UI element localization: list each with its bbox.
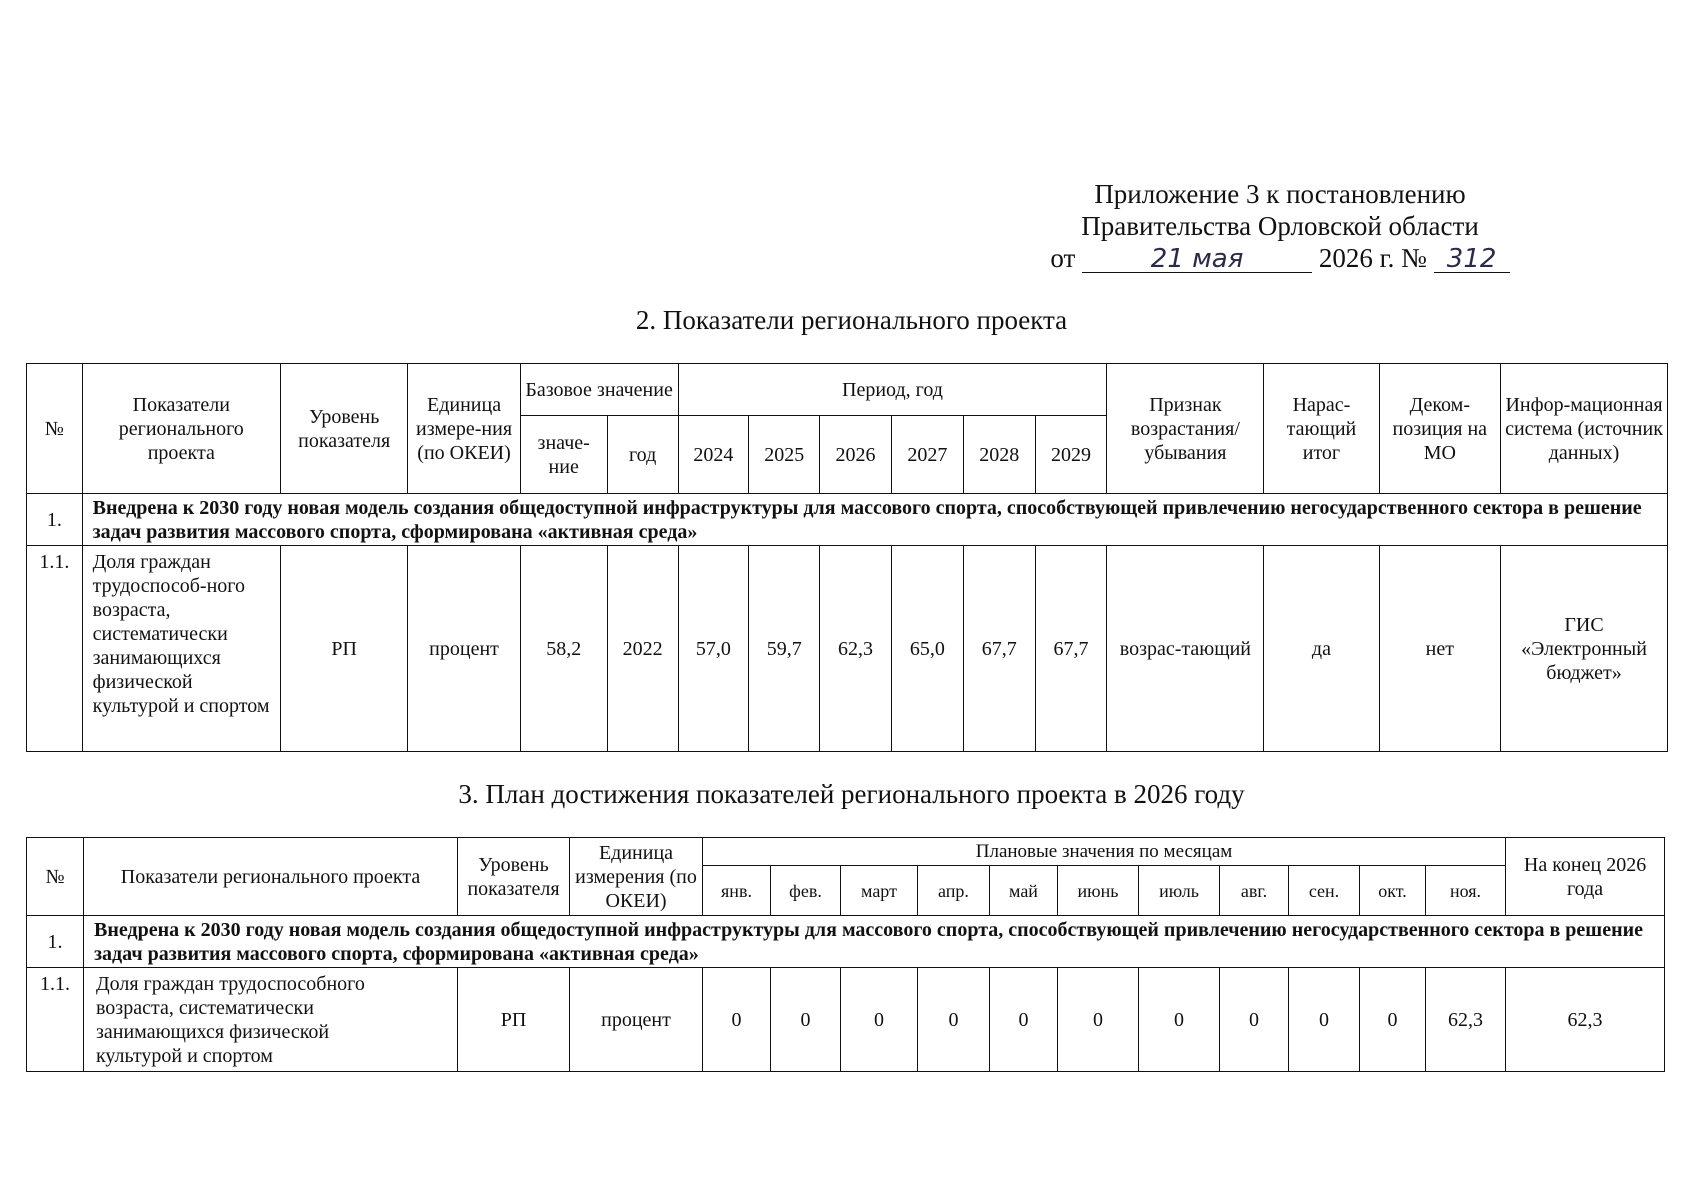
row-unit: процент xyxy=(408,546,520,752)
header-year: 2024 xyxy=(678,416,749,494)
row-value: 57,0 xyxy=(678,546,749,752)
row-trend: возрас-тающий xyxy=(1107,546,1264,752)
row-indicator: Доля граждан трудоспособ-ного возраста, систематически занимающихся физической культурой и спортом xyxy=(82,546,280,752)
row-cumulative: да xyxy=(1264,546,1379,752)
row-month-value: 0 xyxy=(1139,968,1220,1072)
row-month-value: 0 xyxy=(1360,968,1426,1072)
row-num: 1.1. xyxy=(27,968,84,1072)
monthly-plan-table xyxy=(26,837,1665,1072)
row-base-value: 58,2 xyxy=(520,546,607,752)
appendix-header xyxy=(1000,178,1560,274)
header-decomposition: Деком-позиция на МО xyxy=(1379,364,1500,494)
row-level: РП xyxy=(280,546,407,752)
row-value: 67,7 xyxy=(963,546,1035,752)
header-base-value: значе-ние xyxy=(520,416,607,494)
header-indicator: Показатели регионального проекта xyxy=(84,838,458,916)
row-value: 62,3 xyxy=(820,546,892,752)
section-2-title: 2. Показатели регионального проекта xyxy=(635,305,1068,335)
header-month: март xyxy=(841,866,918,916)
header-num: № xyxy=(27,364,83,494)
header-year: 2025 xyxy=(749,416,820,494)
header-year-end: На конец 2026 года xyxy=(1506,838,1665,916)
appendix-line-3 xyxy=(1000,242,1560,274)
handwritten-date: 21 мая xyxy=(1082,246,1312,273)
row-month-value: 62,3 xyxy=(1426,968,1506,1072)
header-year: 2028 xyxy=(963,416,1035,494)
appendix-line-2: Правительства Орловской области xyxy=(1081,211,1479,241)
row-month-value: 0 xyxy=(841,968,918,1072)
header-level: Уровень показателя xyxy=(458,838,570,916)
row-info-system: ГИС «Электронный бюджет» xyxy=(1501,546,1668,752)
row-month-value: 0 xyxy=(703,968,771,1072)
handwritten-number: 312 xyxy=(1434,246,1510,273)
header-month: апр. xyxy=(918,866,990,916)
header-year: 2029 xyxy=(1035,416,1107,494)
header-month: авг. xyxy=(1220,866,1289,916)
header-indicator: Показатели регионального проекта xyxy=(82,364,280,494)
indicators-table xyxy=(26,363,1668,752)
header-trend: Признак возрастания/ убывания xyxy=(1107,364,1264,494)
header-monthly: Плановые значения по месяцам xyxy=(703,838,1506,866)
row-month-value: 0 xyxy=(1289,968,1360,1072)
from-label: от xyxy=(1050,243,1076,273)
goal-num: 1. xyxy=(27,916,84,968)
header-year: 2026 xyxy=(820,416,892,494)
header-month: фев. xyxy=(771,866,841,916)
row-value: 65,0 xyxy=(891,546,963,752)
goal-num: 1. xyxy=(27,494,83,546)
row-indicator: Доля граждан трудоспособного возраста, систематически занимающихся физической культурой и спортом xyxy=(84,968,458,1072)
header-month: май xyxy=(990,866,1058,916)
row-level: РП xyxy=(458,968,570,1072)
header-num: № xyxy=(27,838,84,916)
row-month-value: 0 xyxy=(918,968,990,1072)
header-cumulative: Нарас-тающий итог xyxy=(1264,364,1379,494)
row-num: 1.1. xyxy=(27,546,83,752)
row-year-end: 62,3 xyxy=(1506,968,1665,1072)
header-period: Период, год xyxy=(678,364,1107,416)
row-base-year: 2022 xyxy=(607,546,678,752)
appendix-line-1: Приложение 3 к постановлению xyxy=(1094,179,1466,209)
header-month: ноя. xyxy=(1426,866,1506,916)
row-value: 59,7 xyxy=(749,546,820,752)
header-month: сен. xyxy=(1289,866,1360,916)
header-year: 2027 xyxy=(891,416,963,494)
row-month-value: 0 xyxy=(990,968,1058,1072)
row-unit: процент xyxy=(570,968,703,1072)
header-month: июнь xyxy=(1058,866,1139,916)
goal-text: Внедрена к 2030 году новая модель создания общедоступной инфраструктуры для массового спорта, способствующей привлечению негосударственного сектора в решение задач развития массового спорта, сформирована «активная среда» xyxy=(82,494,1667,546)
year-number-label: 2026 г. № xyxy=(1318,243,1427,273)
header-base-year: год xyxy=(607,416,678,494)
header-month: июль xyxy=(1139,866,1220,916)
row-month-value: 0 xyxy=(771,968,841,1072)
header-base: Базовое значение xyxy=(520,364,678,416)
header-unit: Единица измере-ния (по ОКЕИ) xyxy=(408,364,520,494)
header-level: Уровень показателя xyxy=(280,364,407,494)
goal-text: Внедрена к 2030 году новая модель создания общедоступной инфраструктуры для массового спорта, способствующей привлечению негосударственного сектора в решение задач развития массового спорта, сформирована «активная среда» xyxy=(84,916,1665,968)
header-month: окт. xyxy=(1360,866,1426,916)
section-3-title: 3. План достижения показателей регионального проекта в 2026 году xyxy=(458,779,1245,809)
row-month-value: 0 xyxy=(1058,968,1139,1072)
row-value: 67,7 xyxy=(1035,546,1107,752)
header-month: янв. xyxy=(703,866,771,916)
header-unit: Единица измерения (по ОКЕИ) xyxy=(570,838,703,916)
header-info-system: Инфор-мационная система (источник данных) xyxy=(1501,364,1668,494)
row-month-value: 0 xyxy=(1220,968,1289,1072)
row-decomposition: нет xyxy=(1379,546,1500,752)
